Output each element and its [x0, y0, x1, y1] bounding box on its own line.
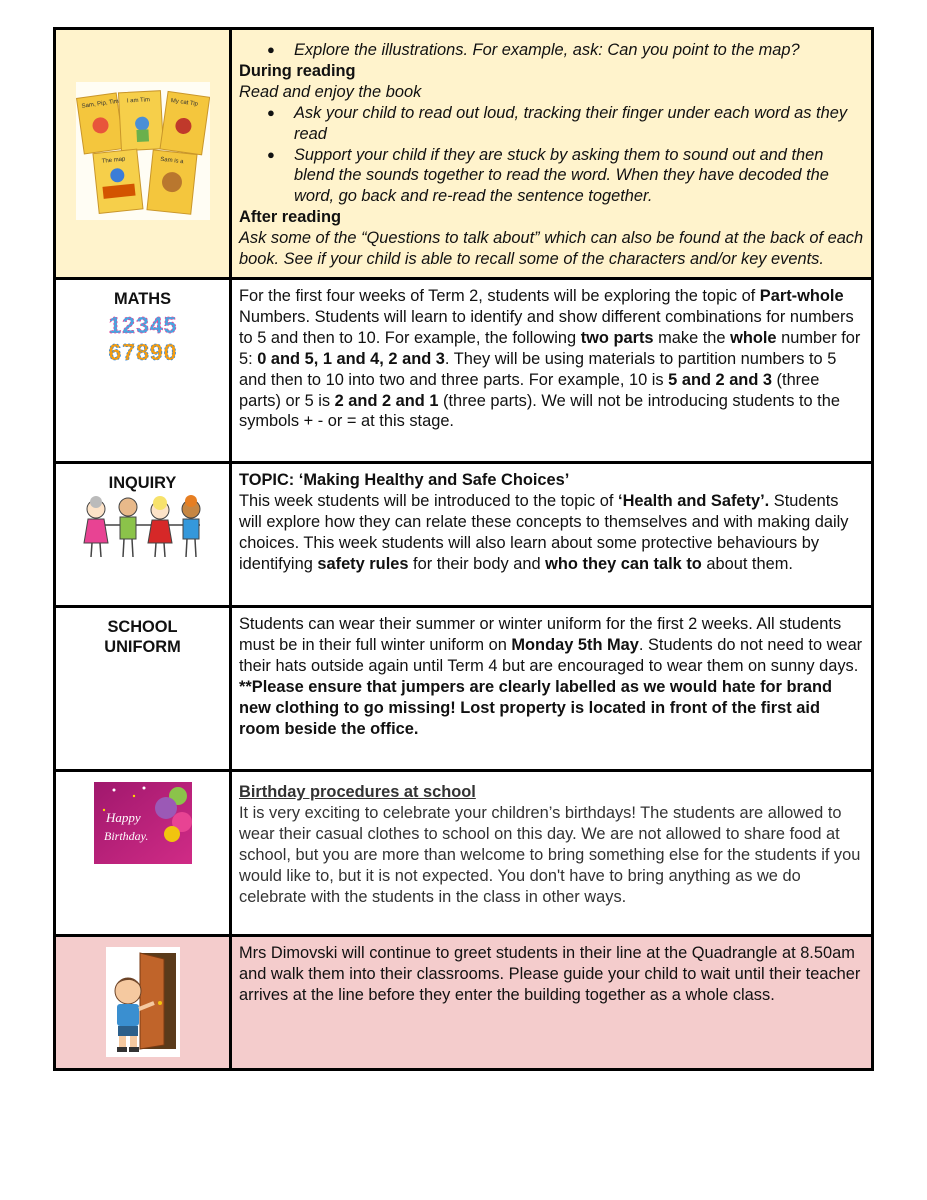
maths-content-cell: [231, 279, 873, 463]
uniform-text-2: . Students do not need to wear their hats outside again until Term 4 but are encouraged to wear them on sunny days.: [239, 635, 863, 675]
child-at-door-image: [106, 947, 180, 1057]
uniform-title-line-1: SCHOOL: [107, 618, 178, 636]
inquiry-text-3: for their body and: [408, 554, 546, 573]
birthday-heading: Birthday procedures at school: [239, 783, 476, 801]
digits-row-2: 67890: [108, 339, 177, 363]
book-title-3: My cat Tip: [169, 97, 198, 108]
reading-row: [55, 29, 873, 279]
explore-bullet: ● Explore the illustrations. For example, ask: Can you point to the map?: [294, 40, 865, 61]
child-figure-4: [182, 495, 200, 557]
uniform-label-cell: [55, 607, 231, 771]
inquiry-title: INQUIRY: [108, 474, 177, 492]
book-title-4: The map: [101, 156, 126, 165]
uniform-bold-1: Monday 5th May: [511, 635, 639, 654]
maths-text-6: (three parts) or 5 is: [239, 370, 820, 410]
birthday-content-cell: [231, 771, 873, 936]
inquiry-text-4: about them.: [701, 554, 793, 573]
uniform-title-line-2: UNIFORM: [104, 638, 181, 656]
child-figure-3: [148, 496, 172, 557]
numbers-image: [98, 311, 188, 363]
child-figure-2: [119, 498, 137, 557]
after-reading-text: Ask some of the “Questions to talk about” which can also be found at the back of each book. See if your child is able to recall some of the characters and/or key events.: [239, 229, 864, 269]
uniform-content-cell: [231, 607, 873, 771]
during-bullet-support: ● Support your child if they are stuck by asking them to sound out and then blend the sounds together to read the word. When they have decoded the word, go back and re-read the sentence together.: [294, 145, 865, 208]
birthday-text: It is very exciting to celebrate your children’s birthdays! The students are allowed to wear their casual clothes to school on this day. We are not allowed to share food at school, but you are more than welcome to bring something else for the students if you would like to, but it is not expected. You don't have to bring anything as we do celebrate with the students in the class in other ways.: [239, 803, 861, 906]
inquiry-bold-3: who they can talk to: [545, 554, 702, 573]
inquiry-label-cell: [55, 463, 231, 607]
book-title-1: Sam, Pip, Tim: [80, 98, 119, 110]
maths-text-1: For the first four weeks of Term 2, students will be exploring the topic of: [239, 287, 760, 305]
children-holding-hands-image: [78, 495, 208, 561]
during-reading-list: [239, 103, 865, 208]
inquiry-topic: TOPIC: ‘Making Healthy and Safe Choices’: [239, 471, 570, 489]
birthday-image-cell: [55, 771, 231, 936]
uniform-labelling-note: **Please ensure that jumpers are clearly labelled as we would hate for brand new clothing to go missing! Lost property is located in front of the first aid room beside the office.: [239, 677, 833, 738]
happy-birthday-card-image: [94, 782, 192, 864]
card-text-birthday: Birthday.: [103, 829, 148, 843]
newsletter-table: [53, 27, 874, 1071]
maths-bold-3: whole: [730, 328, 777, 347]
child-figure-1: [84, 496, 108, 557]
maths-label-cell: [55, 279, 231, 463]
inquiry-text-1: This week students will be introduced to the topic of: [239, 491, 619, 510]
arrival-image-cell: [55, 936, 231, 1070]
uniform-row: [55, 607, 873, 771]
inquiry-content-cell: [231, 463, 873, 607]
maths-bold-4: 0 and 5, 1 and 4, 2 and 3: [257, 349, 445, 368]
uniform-text-1: Students can wear their summer or winter uniform for the first 2 weeks. All students must be in their full winter uniform on: [239, 615, 842, 654]
maths-bold-5: 5 and 2 and 3: [668, 370, 772, 389]
explore-list: [239, 40, 865, 61]
maths-bold-6: 2 and 2 and 1: [334, 391, 439, 410]
birthday-row: [55, 771, 873, 936]
maths-text-2: Numbers. Students will learn to identify and show different combinations for numbers to 5 and then to 10. For example, the following: [239, 307, 854, 347]
inquiry-bold-1: ‘Health and Safety’.: [618, 491, 770, 510]
maths-bold-2: two parts: [580, 328, 654, 347]
maths-row: [55, 279, 873, 463]
card-text-happy: Happy: [105, 810, 141, 825]
arrival-row: [55, 936, 873, 1070]
book-title-5: Sam is a: [159, 156, 184, 166]
maths-text-4: number for 5:: [239, 328, 861, 368]
during-reading-intro: Read and enjoy the book: [239, 82, 422, 101]
during-bullet-read-aloud: ● Ask your child to read out loud, tracking their finger under each word as they read: [294, 103, 865, 145]
reading-content-cell: [231, 29, 873, 279]
digits-row-1: 12345: [108, 312, 177, 338]
uniform-title: [56, 617, 229, 657]
maths-title: MATHS: [113, 290, 172, 308]
inquiry-text-2: Students will explore how they can relate these concepts to themselves and with making daily choices. This week students will also learn about some protective behaviours by identifying: [239, 491, 849, 573]
reading-image-cell: [55, 29, 231, 279]
arrival-text: Mrs Dimovski will continue to greet students in their line at the Quadrangle at 8.50am and walk them into their classrooms. Please guide your child to wait until their teacher arrives at the line before they enter the building together as a whole class.: [239, 944, 861, 1004]
book-title-2: I am Tim: [126, 97, 150, 105]
maths-bold-1: Part-whole: [759, 287, 844, 305]
inquiry-row: [55, 463, 873, 607]
arrival-content-cell: [231, 936, 873, 1070]
inquiry-bold-2: safety rules: [317, 554, 409, 573]
decodable-books-image: [76, 82, 210, 220]
maths-text-3: make the: [653, 328, 731, 347]
maths-text-7: (three parts). We will not be introducing students to the symbols + - or = at this stage.: [239, 391, 840, 431]
during-reading-heading: During reading: [239, 61, 356, 80]
maths-text-5: . They will be using materials to partition numbers to 5 and then to 10 into two and three parts. For example, 10 is: [239, 349, 837, 389]
after-reading-heading: After reading: [239, 208, 342, 227]
